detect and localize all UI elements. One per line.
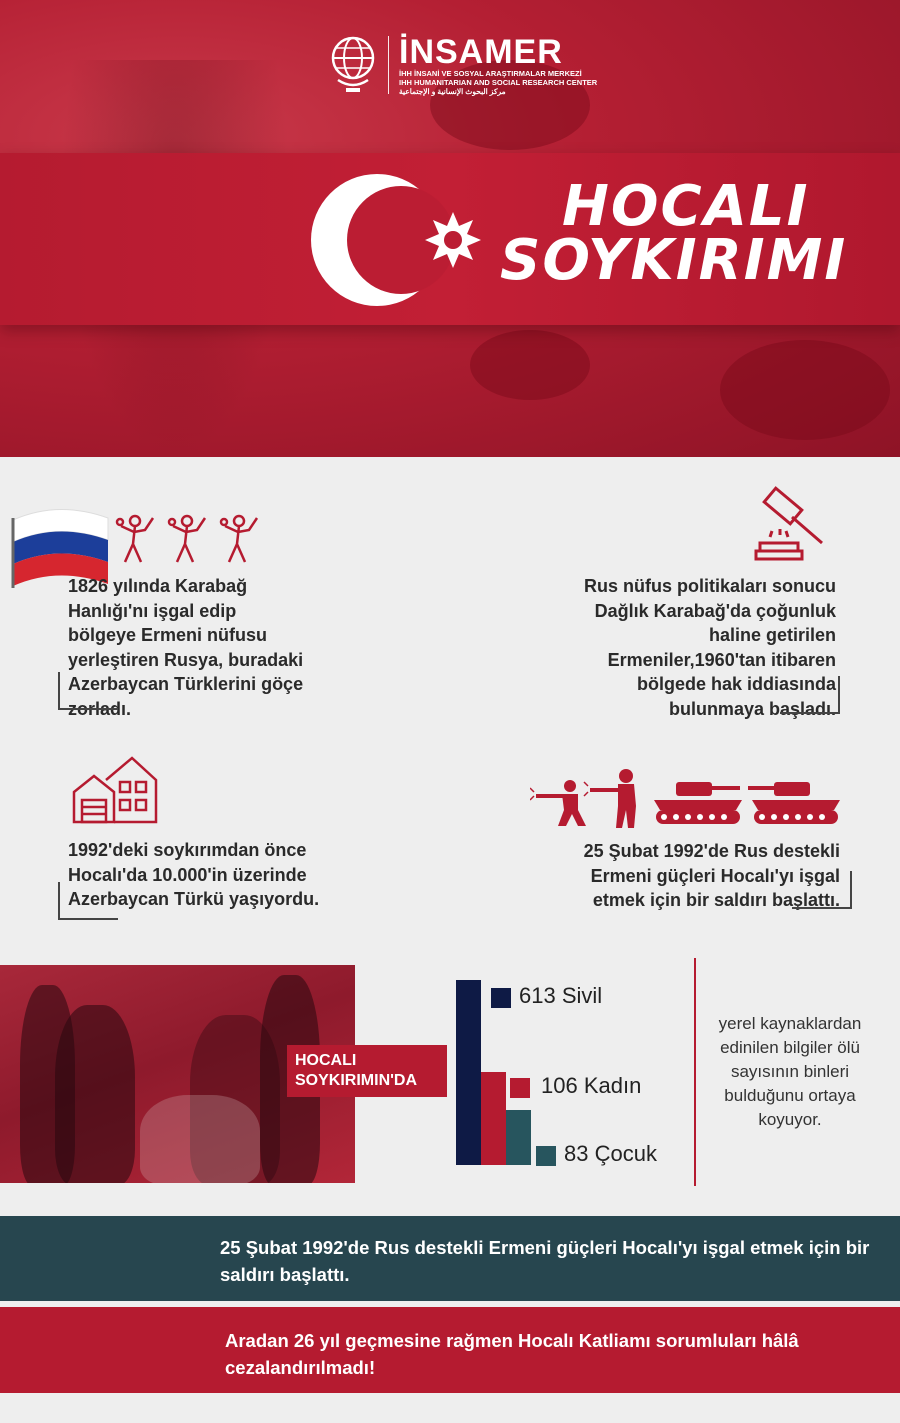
fact-russia: 1826 yılında Karabağ Hanlığı'nı işgal edip bölgeye Ermeni nüfusu yerleştiren Rusya, buradaki Azerbaycan Türklerini göçe zorladı. <box>68 576 304 719</box>
bracket <box>792 871 852 909</box>
photo-figure <box>55 1005 135 1183</box>
legend-label: 613 Sivil <box>519 983 603 1008</box>
page-title <box>500 174 848 293</box>
soldiers-icon <box>530 766 840 832</box>
subtitle-en: IHH HUMANITARIAN AND SOCIAL RESEARCH CENTER <box>399 77 598 87</box>
summary-band: 25 Şubat 1992'de Rus destekli Ermeni güçleri Hocalı'yı işgal etmek için bir saldırı başlattı. <box>0 1216 900 1301</box>
subtitle-ar: مركز البحوث الإنسانية و الإجتماعية <box>399 86 506 96</box>
hero-section <box>0 0 900 457</box>
splatter <box>720 340 890 440</box>
casualty-note: yerel kaynaklardan edinilen bilgiler ölü sayısının binleri bulduğunu ortaya koyuyor. <box>718 1014 862 1129</box>
title-line-1: HOCALI <box>562 174 810 239</box>
divider-line <box>694 958 696 1186</box>
subtitle-tr: İHH İNSANİ VE SOSYAL ARAŞTIRMALAR MERKEZİ <box>399 68 582 78</box>
legend-label: 83 Çocuk <box>564 1141 657 1166</box>
fact-attack: 25 Şubat 1992'de Rus destekli Ermeni güçleri Hocalı'yı işgal etmek için bir saldırı başlattı. <box>583 841 840 910</box>
bracket <box>58 882 118 920</box>
splatter <box>470 330 590 400</box>
crescent-star-icon <box>305 165 505 315</box>
legend-swatch <box>510 1078 530 1098</box>
photo-figure <box>140 1095 260 1183</box>
gavel-icon <box>752 485 832 565</box>
title-line-2: SOYKIRIMI <box>500 228 848 293</box>
bar-kadın <box>481 1072 506 1165</box>
legend-swatch <box>536 1146 556 1166</box>
house-icon <box>70 752 160 824</box>
brand-name: İNSAMER <box>399 32 563 71</box>
insamer-logo[interactable] <box>328 30 597 100</box>
footer <box>0 1393 900 1423</box>
bar-çocuk <box>506 1110 531 1165</box>
photo-label: HOCALI SOYKIRIMIN'DA <box>287 1045 447 1097</box>
bracket <box>58 672 118 710</box>
legend-swatch <box>491 988 511 1008</box>
legend-label: 106 Kadın <box>541 1073 642 1098</box>
logo-separator <box>388 36 389 94</box>
conclusion-band: Aradan 26 yıl geçmesine rağmen Hocalı Katliamı sorumluları hâlâ cezalandırılmadı! <box>0 1307 900 1393</box>
bracket <box>780 676 840 714</box>
logo-text <box>399 32 598 96</box>
fact-policy: Rus nüfus politikaları sonucu Dağlık Karabağ'da çoğunluk haline getirilen Ermeniler,1960'tan itibaren bölgede hak iddiasında bulunmaya başladı. <box>583 576 836 719</box>
bar-sivil <box>456 980 481 1165</box>
fact-population: 1992'deki soykırımdan önce Hocalı'da 10.000'in üzerinde Azerbaycan Türkü yaşıyordu. <box>68 840 320 909</box>
migrants-icon <box>115 512 270 566</box>
globe-icon <box>328 34 378 96</box>
